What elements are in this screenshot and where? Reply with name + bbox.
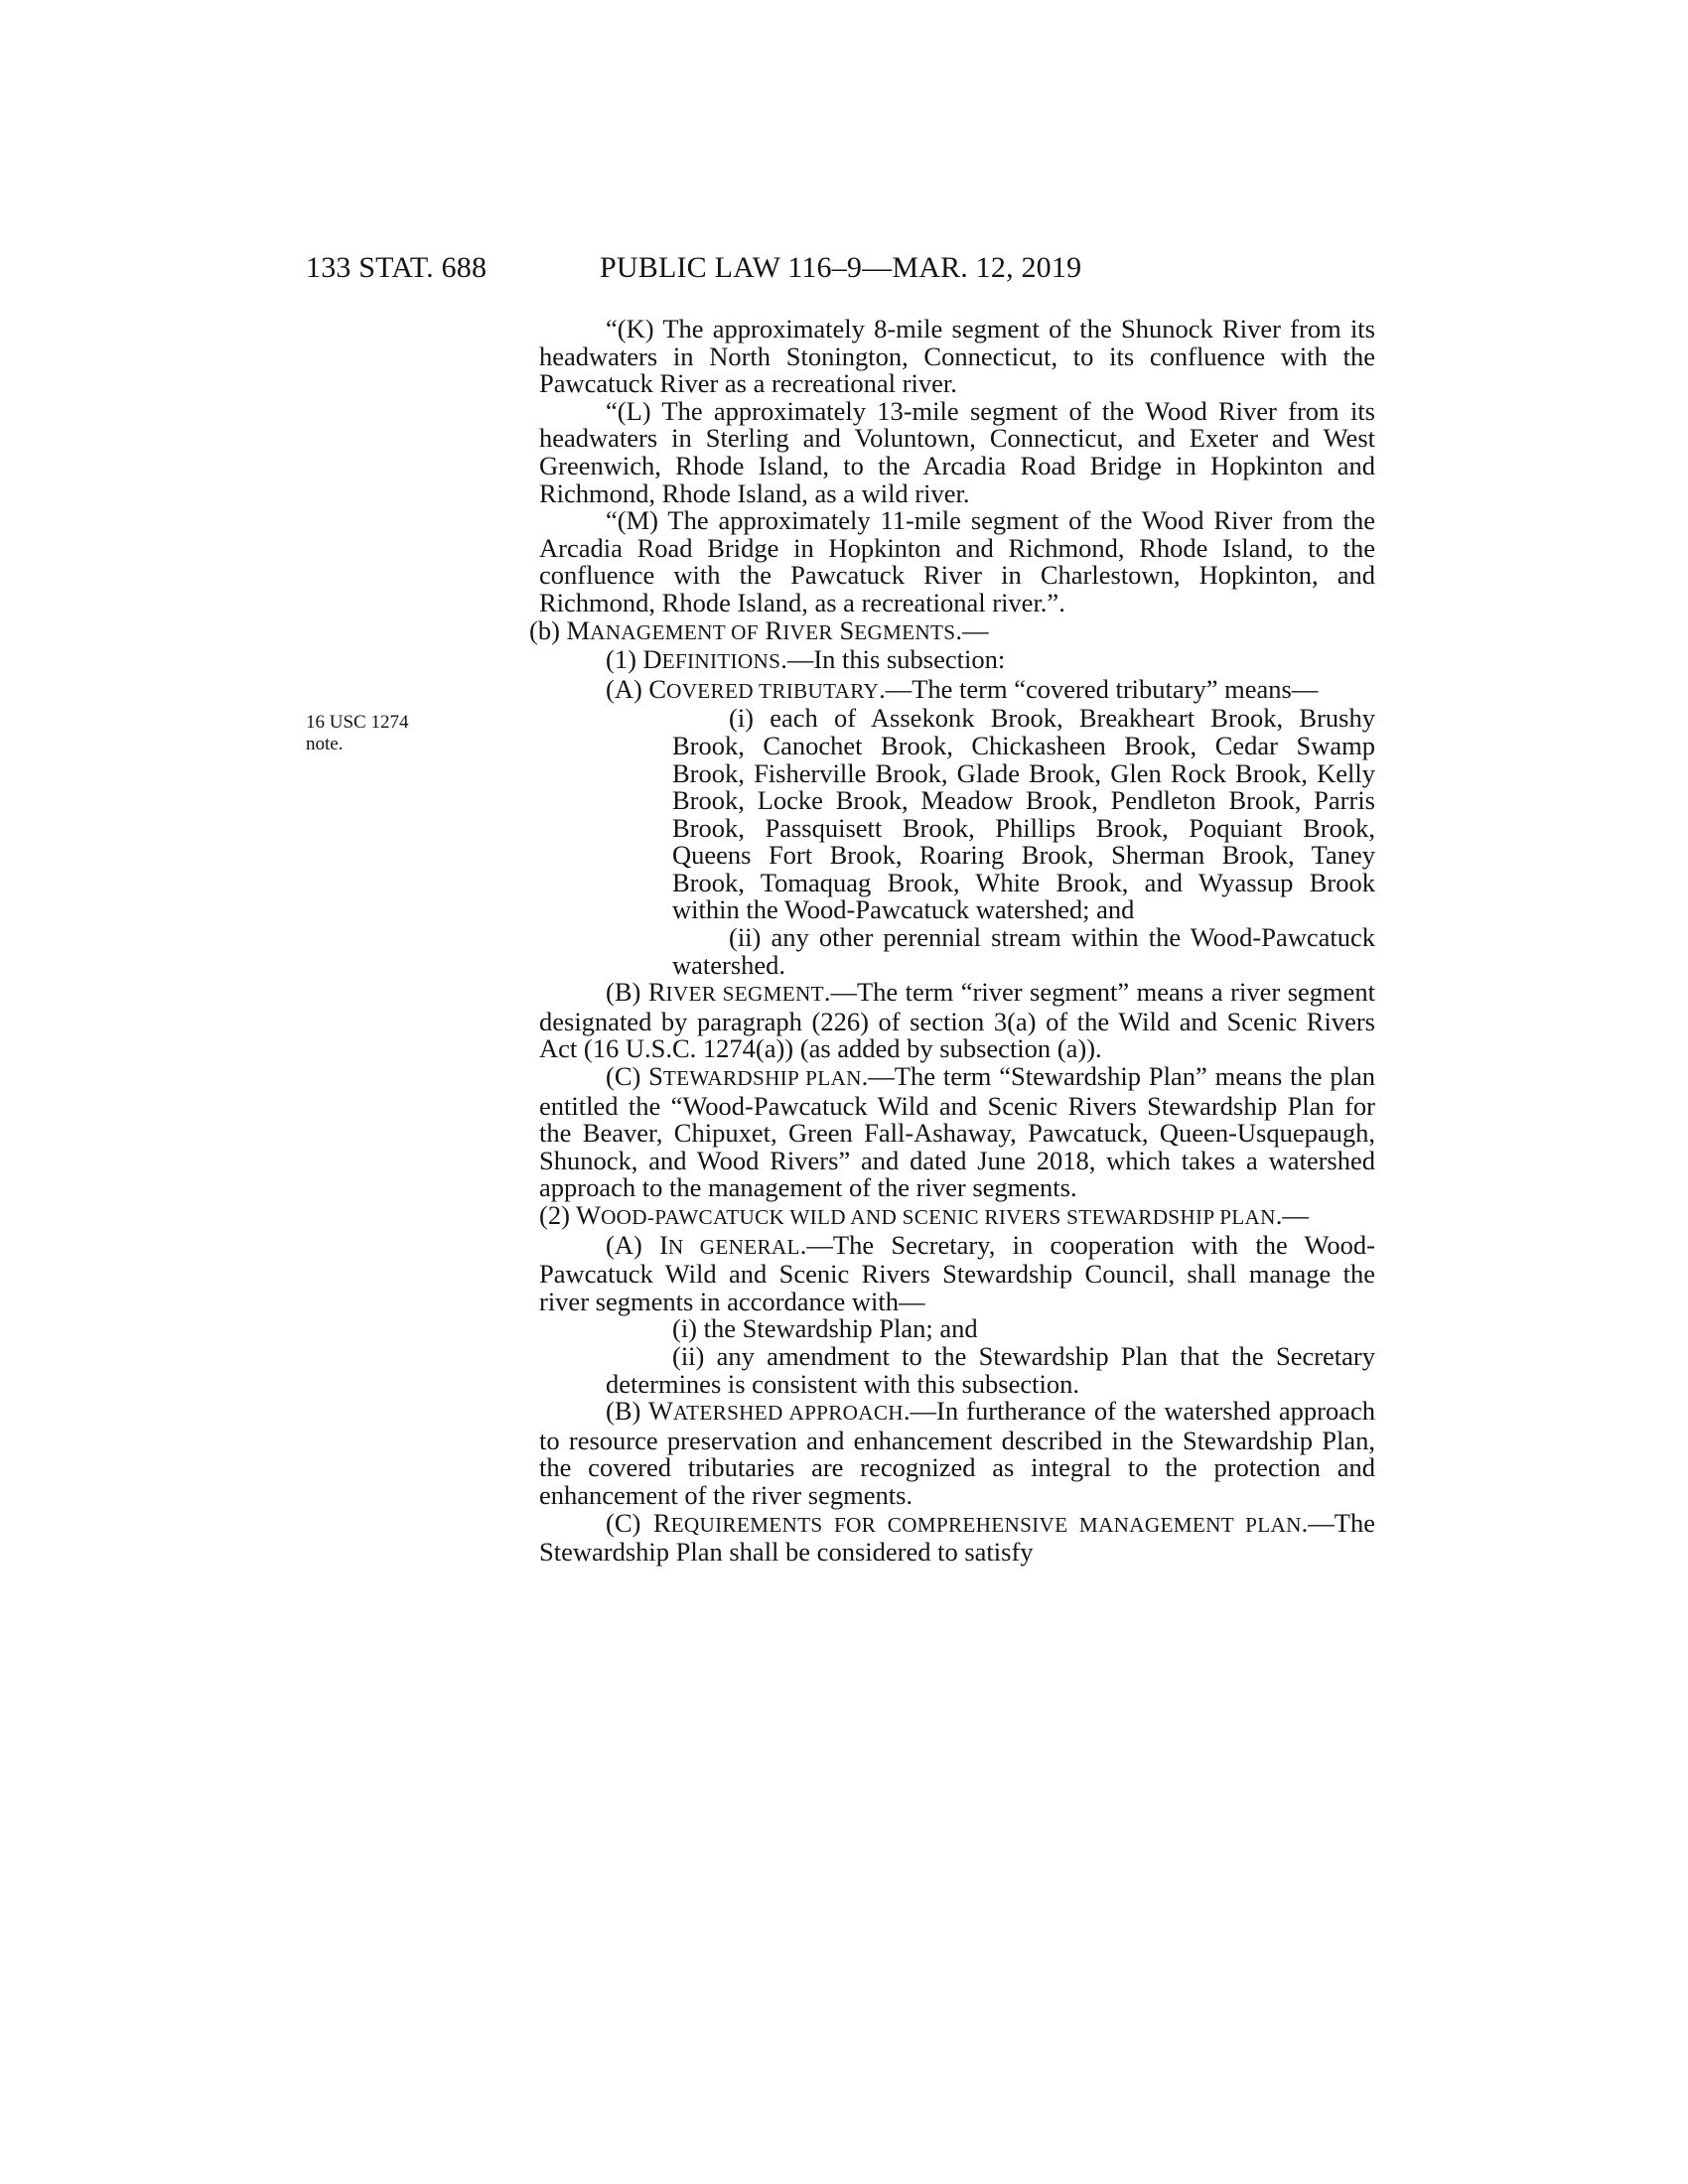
running-head-title: PUBLIC LAW 116–9—MAR. 12, 2019 bbox=[600, 251, 1082, 284]
subparagraph-watershed-approach: (B) WATERSHED APPROACH.—In furtherance of the watershed approach to resource preservation and enhancement described in the Stewardship Plan, the covered tributaries are recognized as integral to the protection and enhancement of the river segments. bbox=[539, 1396, 1376, 1510]
subparagraph-in-general: (A) IN GENERAL.—The Secretary, in cooperation with the Wood-Pawcatuck Wild and Scenic Rivers Stewardship Council, shall manage the river segments in accordance with— bbox=[539, 1229, 1375, 1316]
paragraph-l: “(L) The approximately 13-mile segment of the Wood River from its headwaters in Sterling and Voluntown, Connecticut, and Exeter and West Greenwich, Rhode Island, to the Arcadia Road Bridge in Hopkinton and Richmond, Rhode Island, as a wild river. bbox=[539, 395, 1375, 508]
paragraph-m: “(M) The approximately 11-mile segment of the Wood River from the Arcadia Road Bridge in Hopkinton and Richmond, Rhode Island, to the confluence with the Pawcatuck River in Charlestown, Hopkinton, and Richmond, Rhode Island, as a recreational river.”. bbox=[539, 505, 1375, 617]
clause-ii-amendment: (ii) any amendment to the Stewardship Plan that the Secretary determines is consistent with this subsection. bbox=[606, 1340, 1375, 1399]
statute-text bbox=[529, 314, 1376, 1568]
paragraph-2-heading: (2) WOOD-PAWCATUCK WILD AND SCENIC RIVERS STEWARDSHIP PLAN.— bbox=[539, 1200, 1309, 1230]
subparagraph-requirements: (C) REQUIREMENTS FOR COMPREHENSIVE MANAGEMENT PLAN.—The Stewardship Plan shall be considered to satisfy bbox=[539, 1507, 1375, 1568]
definition-river-segment: (B) RIVER SEGMENT.—The term “river segment” means a river segment designated by paragraph (226) of section 3(a) of the Wild and Scenic Rivers Act (16 U.S.C. 1274(a)) (as added by subsection (a)). bbox=[539, 977, 1376, 1064]
clause-i-stewardship-plan: (i) the Stewardship Plan; and bbox=[672, 1313, 978, 1344]
margin-note-citation: 16 USC 1274 bbox=[306, 712, 409, 733]
page-stat-reference: 133 STAT. 688 bbox=[306, 251, 488, 284]
margin-note bbox=[306, 712, 408, 755]
definition-stewardship-plan: (C) STEWARDSHIP PLAN.—The term “Stewardship Plan” means the plan entitled the “Wood-Pawcatuck Wild and Scenic Rivers Stewardship Plan for the Beaver, Chipuxet, Green Fall-Ashaway, Pawcatuck, Queen-Usquepaugh, Shunock, and Wood Rivers” and dated June 2018, which takes a watershed approach to the management of the river segments. bbox=[539, 1061, 1375, 1203]
subsection-b-heading: (b) MANAGEMENT OF RIVER SEGMENTS.— bbox=[529, 614, 989, 645]
paragraph-1-definitions: (1) DEFINITIONS.—In this subsection: bbox=[606, 644, 1006, 675]
clause-ii-other-stream: (ii) any other perennial stream within the Wood-Pawcatuck watershed. bbox=[672, 922, 1375, 980]
clause-i-brooks: (i) each of Assekonk Brook, Breakheart Brook, Brushy Brook, Canochet Brook, Chickasheen Brook, Cedar Swamp Brook, Fisherville Brook, Glade Brook, Glen Rock Brook, Kelly Brook, Locke Brook, Meadow Brook, Pendleton Brook, Parris Brook, Passquisett Brook, Phillips Brook, Poquiant Brook, Queens Fort Brook, Roaring Brook, Sherman Brook, Taney Brook, Tomaquag Brook, White Brook, and Wyassup Brook within the Wood-Pawcatuck watershed; and bbox=[672, 703, 1375, 925]
definition-covered-tributary: (A) COVERED TRIBUTARY.—The term “covered tributary” means— bbox=[606, 673, 1319, 704]
margin-note-label: note. bbox=[306, 734, 344, 754]
paragraph-k: “(K) The approximately 8-mile segment of the Shunock River from its headwaters in North Stonington, Connecticut, to its confluence with the Pawcatuck River as a recreational river. bbox=[539, 314, 1375, 399]
